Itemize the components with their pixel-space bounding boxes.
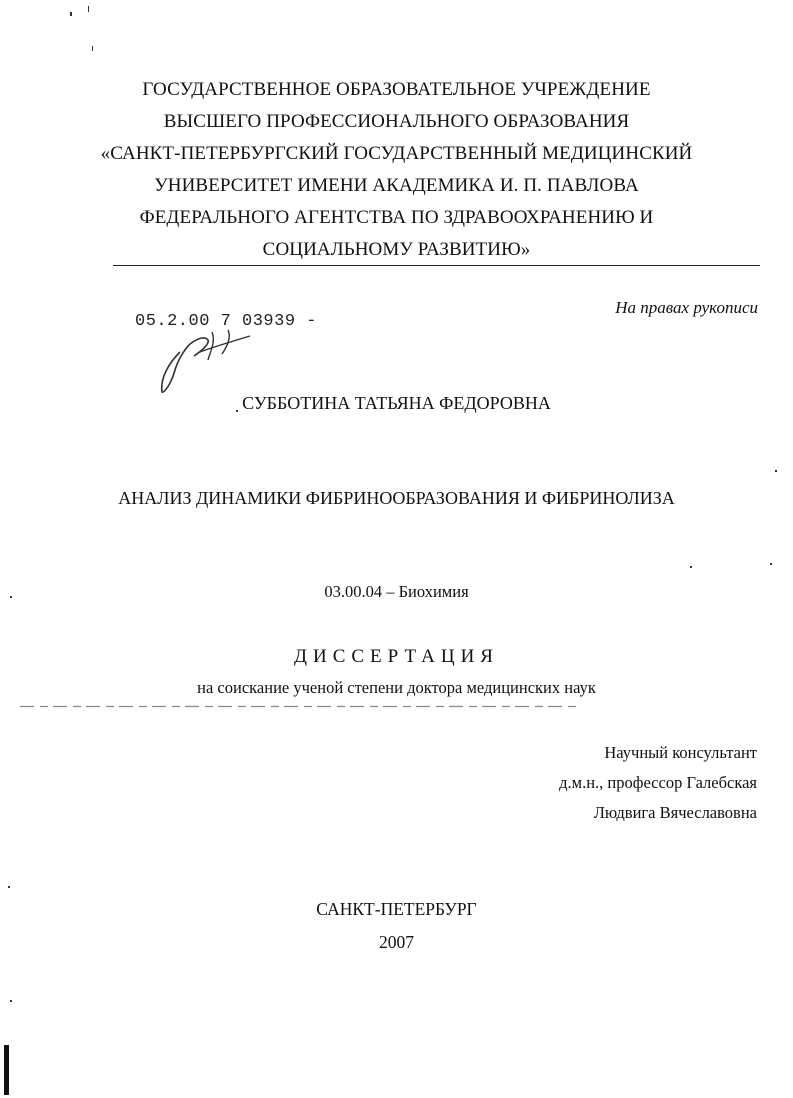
document-type: ДИССЕРТАЦИЯ <box>294 646 499 667</box>
archive-stamp-number: 05.2.00 7 03939 - <box>135 312 317 331</box>
consultant-line: Научный консультант <box>604 743 757 762</box>
institution-line: УНИВЕРСИТЕТ ИМЕНИ АКАДЕМИКА И. П. ПАВЛОВА <box>154 175 639 196</box>
institution-header <box>0 74 793 266</box>
dissertation-title: АНАЛИЗ ДИНАМИКИ ФИБРИНООБРАЗОВАНИЯ И ФИБРИНОЛИЗА <box>118 488 675 508</box>
institution-line: ГОСУДАРСТВЕННОЕ ОБРАЗОВАТЕЛЬНОЕ УЧРЕЖДЕНИЕ <box>142 79 651 100</box>
scan-speck <box>236 410 238 412</box>
scan-speck <box>70 12 72 16</box>
institution-line: СОЦИАЛЬНОМУ РАЗВИТИЮ» <box>262 239 531 260</box>
author-name: СУББОТИНА ТАТЬЯНА ФЕДОРОВНА <box>242 393 551 413</box>
scan-speck <box>775 470 777 472</box>
scan-speck <box>10 1000 12 1002</box>
header-divider <box>113 265 760 266</box>
scan-speck <box>770 563 772 565</box>
consultant-line: Людвига Вячеславовна <box>593 803 757 822</box>
scan-edge-mark <box>4 1045 9 1095</box>
scan-speck <box>8 886 10 888</box>
scan-speck <box>690 566 692 568</box>
scan-speck <box>88 6 89 12</box>
scan-speck <box>92 46 93 51</box>
scan-speck <box>10 596 12 598</box>
institution-line: «САНКТ-ПЕТЕРБУРГСКИЙ ГОСУДАРСТВЕННЫЙ МЕДИЦИНСКИЙ <box>100 143 693 164</box>
institution-line: ВЫСШЕГО ПРОФЕССИОНАЛЬНОГО ОБРАЗОВАНИЯ <box>163 111 630 132</box>
scientific-consultant <box>500 738 757 828</box>
city: САНКТ-ПЕТЕРБУРГ <box>316 899 477 919</box>
handwritten-signature <box>150 322 260 402</box>
specialty-code: 03.00.04 – Биохимия <box>324 582 469 601</box>
manuscript-rights-note: На правах рукописи <box>615 298 758 317</box>
degree-description: на соискание ученой степени доктора медицинских наук <box>197 678 596 697</box>
consultant-line: д.м.н., профессор Галебская <box>559 773 757 792</box>
institution-line: ФЕДЕРАЛЬНОГО АГЕНТСТВА ПО ЗДРАВООХРАНЕНИЮ И <box>139 207 654 228</box>
scan-artifact-line <box>20 705 580 708</box>
year: 2007 <box>379 932 414 952</box>
